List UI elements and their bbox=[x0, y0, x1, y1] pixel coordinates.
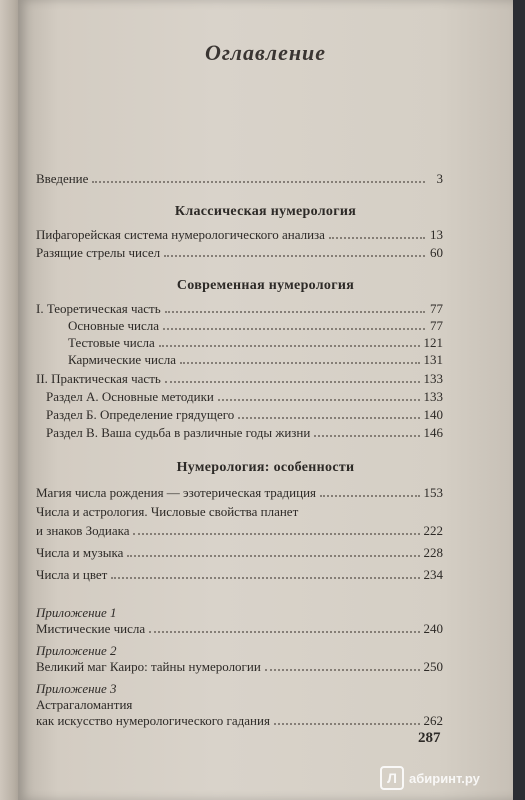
toc-dot-leader bbox=[165, 311, 425, 313]
toc-entry-label: Кармические числа bbox=[68, 352, 176, 367]
toc-entry bbox=[36, 226, 443, 242]
toc-entry-page: 77 bbox=[430, 301, 443, 316]
toc-dot-leader bbox=[238, 417, 419, 419]
watermark bbox=[380, 764, 520, 792]
appendix-tag: Приложение 2 bbox=[36, 643, 117, 658]
labirint-logo-icon: Л bbox=[380, 766, 404, 790]
toc-entry-page: 131 bbox=[423, 352, 443, 367]
toc-entry-label: Великий маг Каиро: тайны нумерологии bbox=[36, 659, 261, 674]
toc-entry bbox=[68, 351, 443, 367]
toc-entry-page: 3 bbox=[436, 171, 443, 186]
toc-entry-page: 133 bbox=[423, 389, 443, 404]
book-page bbox=[18, 0, 513, 800]
toc-entry bbox=[36, 522, 443, 538]
toc-entry-page: 77 bbox=[430, 318, 443, 333]
section-title-modern: Современная нумерология bbox=[176, 278, 355, 293]
toc-entry-page: 234 bbox=[423, 567, 443, 582]
toc-entry bbox=[36, 544, 443, 560]
toc-dot-leader bbox=[314, 435, 419, 437]
toc-dot-leader bbox=[164, 255, 425, 257]
toc-entry-page: 222 bbox=[423, 523, 443, 538]
toc-entry-page: 146 bbox=[423, 425, 443, 440]
toc-entry-label: I. Теоретическая часть bbox=[36, 301, 161, 316]
appendix-tag: Приложение 3 bbox=[36, 681, 117, 696]
toc-entry-label: Раздел А. Основные методики bbox=[46, 389, 214, 404]
toc-dot-leader bbox=[92, 181, 425, 183]
toc-entry-label: и знаков Зодиака bbox=[36, 523, 130, 538]
toc-entry bbox=[46, 406, 443, 422]
toc-entry bbox=[36, 300, 443, 316]
toc-dot-leader bbox=[265, 669, 420, 671]
toc-entry-appendix bbox=[36, 712, 443, 728]
toc-entry-page: 153 bbox=[423, 485, 443, 500]
toc-entry bbox=[46, 388, 443, 404]
toc-dot-leader bbox=[133, 533, 419, 535]
toc-dot-leader bbox=[149, 631, 419, 633]
toc-entry-label-line: Астрагаломантия bbox=[36, 697, 133, 712]
toc-entry-page: 133 bbox=[423, 371, 443, 386]
toc-entry-label: Основные числа bbox=[68, 318, 159, 333]
toc-entry-label: Разящие стрелы чисел bbox=[36, 245, 161, 260]
toc-entry-page: 60 bbox=[430, 245, 443, 260]
toc-entry-intro bbox=[36, 170, 443, 186]
toc-entry bbox=[36, 244, 443, 260]
toc-entry bbox=[68, 317, 443, 333]
toc-entry-label: Мистические числа bbox=[36, 621, 146, 636]
toc-dot-leader bbox=[274, 723, 420, 725]
toc-entry-page: 140 bbox=[423, 407, 443, 422]
toc-entry-label: Пифагорейская система нумерологического анализа bbox=[36, 227, 325, 242]
toc-entry-label: II. Практическая часть bbox=[36, 371, 161, 386]
toc-entry-label: Магия числа рождения — эзотерическая традиция bbox=[36, 485, 317, 500]
toc-entry-label-line: Числа и астрология. Числовые свойства планет bbox=[36, 504, 299, 519]
toc-entry bbox=[36, 566, 443, 582]
toc-entry-label: Тестовые числа bbox=[68, 335, 155, 350]
toc-dot-leader bbox=[165, 381, 420, 383]
toc-entry-label: Числа и музыка bbox=[36, 545, 124, 560]
toc-dot-leader bbox=[159, 345, 420, 347]
toc-dot-leader bbox=[218, 399, 420, 401]
toc-entry-page: 262 bbox=[423, 713, 443, 728]
section-title-features: Нумерология: особенности bbox=[176, 460, 355, 475]
toc-entry bbox=[36, 370, 443, 386]
toc-entry-page: 240 bbox=[423, 621, 443, 636]
toc-entry-page: 250 bbox=[423, 659, 443, 674]
toc-entry-label: Введение bbox=[36, 171, 89, 186]
toc-entry bbox=[36, 484, 443, 500]
toc-entry-label: Раздел В. Ваша судьба в различные годы жизни bbox=[46, 425, 311, 440]
toc-dot-leader bbox=[163, 328, 425, 330]
page-title: Оглавление bbox=[204, 40, 327, 65]
toc-entry bbox=[68, 334, 443, 350]
toc-dot-leader bbox=[320, 495, 419, 497]
toc-entry-page: 121 bbox=[423, 335, 443, 350]
toc-dot-leader bbox=[111, 577, 419, 579]
watermark-text: абиринт.ру bbox=[409, 770, 480, 786]
toc-entry-label: как искусство нумерологического гадания bbox=[36, 713, 270, 728]
section-title-classic: Классическая нумерология bbox=[174, 204, 357, 219]
toc-entry-appendix bbox=[36, 620, 443, 636]
toc-dot-leader bbox=[180, 362, 420, 364]
toc-dot-leader bbox=[127, 555, 419, 557]
toc-entry-label: Числа и цвет bbox=[36, 567, 108, 582]
toc-entry-label: Раздел Б. Определение грядущего bbox=[46, 407, 235, 422]
page-number: 287 bbox=[418, 730, 441, 746]
table-of-contents bbox=[18, 0, 513, 800]
toc-entry-page: 228 bbox=[423, 545, 443, 560]
toc-entry-appendix bbox=[36, 658, 443, 674]
toc-dot-leader bbox=[329, 237, 425, 239]
toc-entry bbox=[46, 424, 443, 440]
appendix-tag: Приложение 1 bbox=[36, 605, 117, 620]
toc-entry-page: 13 bbox=[430, 227, 443, 242]
